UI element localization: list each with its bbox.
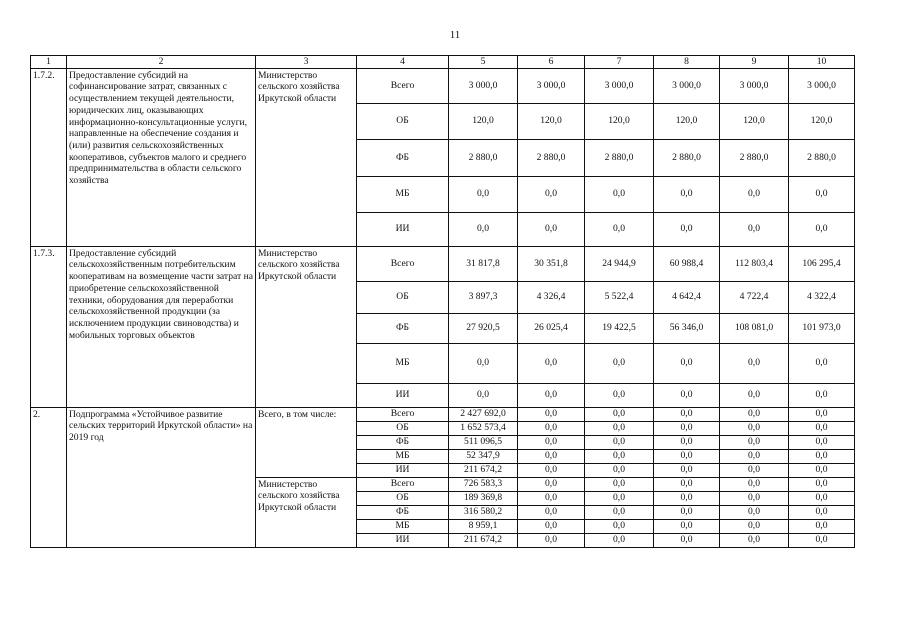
column-header: 7	[585, 56, 654, 69]
source-cell: ФБ	[357, 139, 449, 176]
value-cell: 5 522,4	[585, 281, 654, 313]
value-cell: 101 973,0	[789, 313, 855, 343]
value-cell: 0,0	[518, 463, 585, 477]
value-cell: 3 000,0	[585, 68, 654, 103]
value-cell: 0,0	[585, 435, 654, 449]
value-cell: 19 422,5	[585, 313, 654, 343]
row-executor: Министерство сельского хозяйства Иркутской области	[256, 68, 357, 246]
value-cell: 0,0	[585, 449, 654, 463]
value-cell: 0,0	[654, 407, 720, 421]
value-cell: 726 583,3	[449, 477, 518, 491]
source-cell: ОБ	[357, 103, 449, 139]
value-cell: 0,0	[789, 463, 855, 477]
source-cell: ОБ	[357, 491, 449, 505]
column-header: 1	[31, 56, 67, 69]
value-cell: 52 347,9	[449, 449, 518, 463]
source-cell: Всего	[357, 407, 449, 421]
value-cell: 511 096,5	[449, 435, 518, 449]
value-cell: 0,0	[585, 407, 654, 421]
value-cell: 0,0	[654, 491, 720, 505]
value-cell: 0,0	[654, 533, 720, 547]
column-header: 9	[720, 56, 789, 69]
value-cell: 112 803,4	[720, 246, 789, 281]
source-cell: ИИ	[357, 212, 449, 246]
value-cell: 0,0	[518, 435, 585, 449]
value-cell: 2 880,0	[518, 139, 585, 176]
value-cell: 3 897,3	[449, 281, 518, 313]
table-row	[31, 246, 855, 281]
value-cell: 2 880,0	[789, 139, 855, 176]
value-cell: 0,0	[449, 212, 518, 246]
value-cell: 0,0	[518, 176, 585, 212]
value-cell: 0,0	[518, 477, 585, 491]
value-cell: 0,0	[720, 477, 789, 491]
value-cell: 0,0	[720, 449, 789, 463]
value-cell: 4 326,4	[518, 281, 585, 313]
row-number: 2.	[31, 407, 67, 547]
value-cell: 120,0	[585, 103, 654, 139]
value-cell: 0,0	[518, 383, 585, 407]
value-cell: 0,0	[585, 343, 654, 383]
value-cell: 120,0	[789, 103, 855, 139]
value-cell: 0,0	[789, 505, 855, 519]
page-number: 11	[449, 29, 461, 41]
value-cell: 0,0	[654, 343, 720, 383]
value-cell: 0,0	[789, 343, 855, 383]
value-cell: 0,0	[654, 449, 720, 463]
row-description: Подпрограмма «Устойчивое развитие сельских территорий Иркутской области» на 2019 год	[67, 407, 256, 547]
value-cell: 0,0	[518, 505, 585, 519]
value-cell: 3 000,0	[518, 68, 585, 103]
value-cell: 120,0	[654, 103, 720, 139]
source-cell: МБ	[357, 343, 449, 383]
row-executor: Министерство сельского хозяйства Иркутской области	[256, 477, 357, 547]
value-cell: 8 959,1	[449, 519, 518, 533]
value-cell: 189 369,8	[449, 491, 518, 505]
value-cell: 26 025,4	[518, 313, 585, 343]
value-cell: 0,0	[518, 533, 585, 547]
column-header: 8	[654, 56, 720, 69]
value-cell: 1 652 573,4	[449, 421, 518, 435]
value-cell: 0,0	[720, 505, 789, 519]
column-header: 6	[518, 56, 585, 69]
source-cell: Всего	[357, 246, 449, 281]
value-cell: 0,0	[720, 343, 789, 383]
value-cell: 0,0	[720, 463, 789, 477]
source-cell: ФБ	[357, 313, 449, 343]
value-cell: 2 880,0	[654, 139, 720, 176]
value-cell: 0,0	[720, 491, 789, 505]
source-cell: ОБ	[357, 281, 449, 313]
value-cell: 4 322,4	[789, 281, 855, 313]
value-cell: 0,0	[449, 176, 518, 212]
value-cell: 0,0	[585, 383, 654, 407]
value-cell: 0,0	[518, 449, 585, 463]
value-cell: 0,0	[585, 477, 654, 491]
column-header: 5	[449, 56, 518, 69]
value-cell: 0,0	[654, 421, 720, 435]
value-cell: 0,0	[789, 491, 855, 505]
value-cell: 0,0	[720, 176, 789, 212]
column-header: 2	[67, 56, 256, 69]
value-cell: 0,0	[654, 477, 720, 491]
value-cell: 3 000,0	[654, 68, 720, 103]
value-cell: 4 722,4	[720, 281, 789, 313]
budget-table	[30, 55, 855, 548]
value-cell: 0,0	[585, 519, 654, 533]
value-cell: 30 351,8	[518, 246, 585, 281]
table-row	[31, 68, 855, 103]
value-cell: 24 944,9	[585, 246, 654, 281]
value-cell: 0,0	[585, 176, 654, 212]
value-cell: 2 427 692,0	[449, 407, 518, 421]
value-cell: 56 346,0	[654, 313, 720, 343]
value-cell: 0,0	[449, 383, 518, 407]
row-description: Предоставление субсидий сельскохозяйственным потребительским кооперативам на возмещение части затрат на приобретение сельскохозяйственной техники, оборудования для переработки сельскохозяйственной продукции (за исключением продукции свиноводства) и мобильных торговых объектов	[67, 246, 256, 407]
value-cell: 0,0	[518, 343, 585, 383]
column-header: 3	[256, 56, 357, 69]
value-cell: 0,0	[789, 383, 855, 407]
source-cell: ИИ	[357, 533, 449, 547]
value-cell: 0,0	[720, 212, 789, 246]
row-description: Предоставление субсидий на софинансирование затрат, связанных с осуществлением текущей деятельности, юридических лиц, оказывающих информационно-консультационные услуги, направленные на обеспечение создания и (или) развития сельскохозяйственных кооперативов, субъектов малого и среднего предпринимательства в области сельского хозяйства	[67, 68, 256, 246]
value-cell: 0,0	[518, 421, 585, 435]
value-cell: 120,0	[720, 103, 789, 139]
value-cell: 0,0	[720, 421, 789, 435]
value-cell: 0,0	[518, 491, 585, 505]
value-cell: 0,0	[449, 343, 518, 383]
value-cell: 0,0	[789, 519, 855, 533]
value-cell: 0,0	[518, 407, 585, 421]
value-cell: 0,0	[654, 435, 720, 449]
value-cell: 3 000,0	[449, 68, 518, 103]
value-cell: 0,0	[789, 212, 855, 246]
value-cell: 0,0	[789, 533, 855, 547]
value-cell: 0,0	[585, 533, 654, 547]
row-number: 1.7.3.	[31, 246, 67, 407]
value-cell: 31 817,8	[449, 246, 518, 281]
value-cell: 0,0	[789, 407, 855, 421]
column-header: 10	[789, 56, 855, 69]
value-cell: 0,0	[654, 212, 720, 246]
value-cell: 0,0	[654, 176, 720, 212]
value-cell: 106 295,4	[789, 246, 855, 281]
row-executor: Министерство сельского хозяйства Иркутской области	[256, 246, 357, 407]
source-cell: Всего	[357, 477, 449, 491]
row-executor: Всего, в том числе:	[256, 407, 357, 477]
value-cell: 0,0	[789, 477, 855, 491]
value-cell: 4 642,4	[654, 281, 720, 313]
value-cell: 120,0	[518, 103, 585, 139]
value-cell: 0,0	[654, 519, 720, 533]
value-cell: 0,0	[789, 421, 855, 435]
value-cell: 211 674,2	[449, 533, 518, 547]
source-cell: Всего	[357, 68, 449, 103]
source-cell: ФБ	[357, 505, 449, 519]
value-cell: 60 988,4	[654, 246, 720, 281]
column-header: 4	[357, 56, 449, 69]
source-cell: ИИ	[357, 383, 449, 407]
value-cell: 0,0	[720, 519, 789, 533]
value-cell: 2 880,0	[449, 139, 518, 176]
header-row	[31, 56, 855, 69]
value-cell: 0,0	[720, 407, 789, 421]
value-cell: 0,0	[518, 519, 585, 533]
value-cell: 3 000,0	[789, 68, 855, 103]
source-cell: МБ	[357, 176, 449, 212]
value-cell: 0,0	[789, 435, 855, 449]
value-cell: 0,0	[585, 505, 654, 519]
source-cell: ОБ	[357, 421, 449, 435]
value-cell: 3 000,0	[720, 68, 789, 103]
source-cell: МБ	[357, 519, 449, 533]
value-cell: 0,0	[720, 383, 789, 407]
value-cell: 27 920,5	[449, 313, 518, 343]
row-number: 1.7.2.	[31, 68, 67, 246]
value-cell: 2 880,0	[720, 139, 789, 176]
value-cell: 0,0	[720, 435, 789, 449]
value-cell: 0,0	[585, 491, 654, 505]
value-cell: 108 081,0	[720, 313, 789, 343]
value-cell: 316 580,2	[449, 505, 518, 519]
value-cell: 0,0	[585, 212, 654, 246]
value-cell: 2 880,0	[585, 139, 654, 176]
value-cell: 0,0	[654, 463, 720, 477]
value-cell: 0,0	[518, 212, 585, 246]
table-row	[31, 407, 855, 421]
value-cell: 0,0	[585, 421, 654, 435]
value-cell: 0,0	[585, 463, 654, 477]
value-cell: 0,0	[654, 383, 720, 407]
source-cell: ФБ	[357, 435, 449, 449]
value-cell: 0,0	[789, 449, 855, 463]
value-cell: 0,0	[654, 505, 720, 519]
source-cell: ИИ	[357, 463, 449, 477]
value-cell: 0,0	[720, 533, 789, 547]
value-cell: 211 674,2	[449, 463, 518, 477]
source-cell: МБ	[357, 449, 449, 463]
value-cell: 0,0	[789, 176, 855, 212]
value-cell: 120,0	[449, 103, 518, 139]
